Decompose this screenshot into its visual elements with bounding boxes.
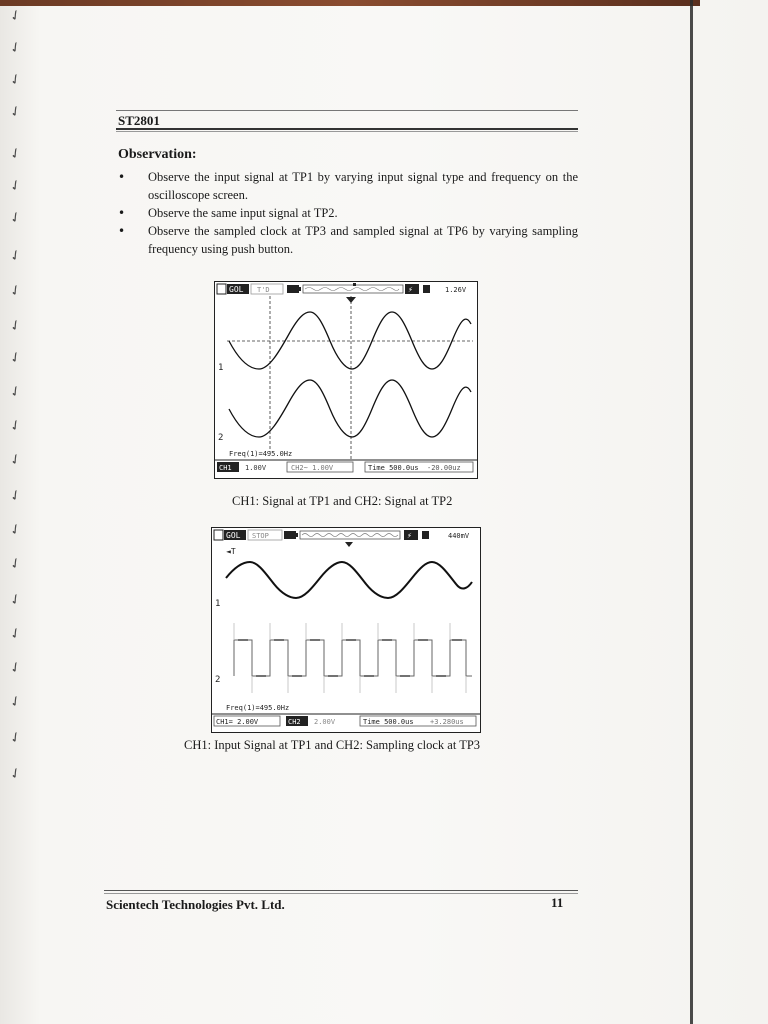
trigger-channel-icon bbox=[422, 531, 429, 539]
scope2-time-offset: +3.280us bbox=[430, 718, 464, 726]
battery-icon bbox=[287, 285, 299, 293]
footer-rule-thin bbox=[104, 893, 578, 894]
scope2-state: STOP bbox=[252, 532, 269, 540]
list-item: • Observe the sampled clock at TP3 and sampled signal at TP6 by varying sampling frequency using push button. bbox=[118, 222, 578, 258]
scope1-ch2-waveform bbox=[229, 380, 471, 437]
scope2-trigger-value: 440mV bbox=[448, 532, 470, 540]
scope2-caption: CH1: Input Signal at TP1 and CH2: Sampling clock at TP3 bbox=[184, 738, 481, 752]
scope1-ch1-waveform bbox=[229, 312, 471, 369]
scope1-caption: CH1: Signal at TP1 and CH2: Signal at TP2 bbox=[232, 494, 453, 508]
battery-icon bbox=[284, 531, 296, 539]
list-item: • Observe the input signal at TP1 by varying input signal type and frequency on the oscilloscope screen. bbox=[118, 168, 578, 204]
scope1-corner-box bbox=[217, 284, 226, 294]
scope2-display bbox=[212, 528, 480, 732]
footer-company: Scientech Technologies Pvt. Ltd. bbox=[106, 897, 285, 912]
ch1-marker: 1 bbox=[215, 599, 221, 609]
scope1-mode: GOL bbox=[229, 285, 244, 294]
scope1-trigger-value: 1.26V bbox=[445, 286, 467, 294]
scope1-timebase: Time 500.0us bbox=[368, 464, 419, 472]
ch2-marker: 2 bbox=[218, 433, 224, 443]
scope2-frequency: Freq(1)=495.0Hz bbox=[226, 704, 290, 712]
ch1-marker: 1 bbox=[218, 363, 224, 373]
scope2-mode: GOL bbox=[226, 531, 241, 540]
scope1-ch2-scale: CH2~ 1.00V bbox=[291, 464, 334, 472]
scope1-display bbox=[215, 282, 477, 478]
scope1-frequency: Freq(1)=495.0Hz bbox=[229, 450, 293, 458]
observation-heading: Observation: bbox=[118, 147, 197, 162]
scope2-corner-box bbox=[214, 530, 223, 540]
svg-text:⚡: ⚡ bbox=[408, 285, 413, 294]
spiral-binding: ✓ ✓ ✓ ✓ ✓ ✓ ✓ ✓ ✓ ✓ ✓ ✓ ✓ ✓ ✓ ✓ ✓ ✓ ✓ ✓ ✓ ✓ ✓ bbox=[6, 6, 25, 784]
page-number: 11 bbox=[551, 895, 564, 910]
scope1-trigger-marker bbox=[346, 297, 356, 303]
scope2-ch2-waveform bbox=[234, 640, 472, 676]
trigger-level-marker: ◄T bbox=[226, 547, 236, 556]
footer-rule bbox=[104, 890, 578, 891]
document-code: ST2801 bbox=[118, 113, 160, 128]
page-right-edge bbox=[690, 0, 693, 1024]
trigger-channel-icon bbox=[423, 285, 430, 293]
scope2-trigger-marker bbox=[345, 542, 353, 547]
header-rule-bottom-thin bbox=[116, 131, 578, 132]
scope2-ch2-scale: 2.00V bbox=[314, 718, 336, 726]
svg-text:⚡: ⚡ bbox=[407, 531, 412, 540]
scope2-ch1-waveform bbox=[226, 562, 472, 598]
scope2-ch1-scale: CH1= 2.00V bbox=[216, 718, 259, 726]
header-rule-top bbox=[116, 110, 578, 111]
scope1-ch1-tag: CH1 bbox=[219, 464, 232, 472]
scope2-timebase: Time 500.0us bbox=[363, 718, 414, 726]
scope2-ch2-tag: CH2 bbox=[288, 718, 301, 726]
ch2-marker: 2 bbox=[215, 675, 221, 685]
scope1-state: T'D bbox=[257, 286, 270, 294]
header-rule-bottom bbox=[116, 128, 578, 130]
observation-list bbox=[118, 168, 578, 258]
oscilloscope-screenshot-2 bbox=[211, 527, 481, 733]
list-item: • Observe the same input signal at TP2. bbox=[118, 204, 578, 222]
oscilloscope-screenshot-1 bbox=[214, 281, 478, 479]
scope1-time-offset: -20.00uz bbox=[427, 464, 461, 472]
scope1-ch1-scale: 1.00V bbox=[245, 464, 267, 472]
top-edge-strip bbox=[0, 0, 700, 6]
